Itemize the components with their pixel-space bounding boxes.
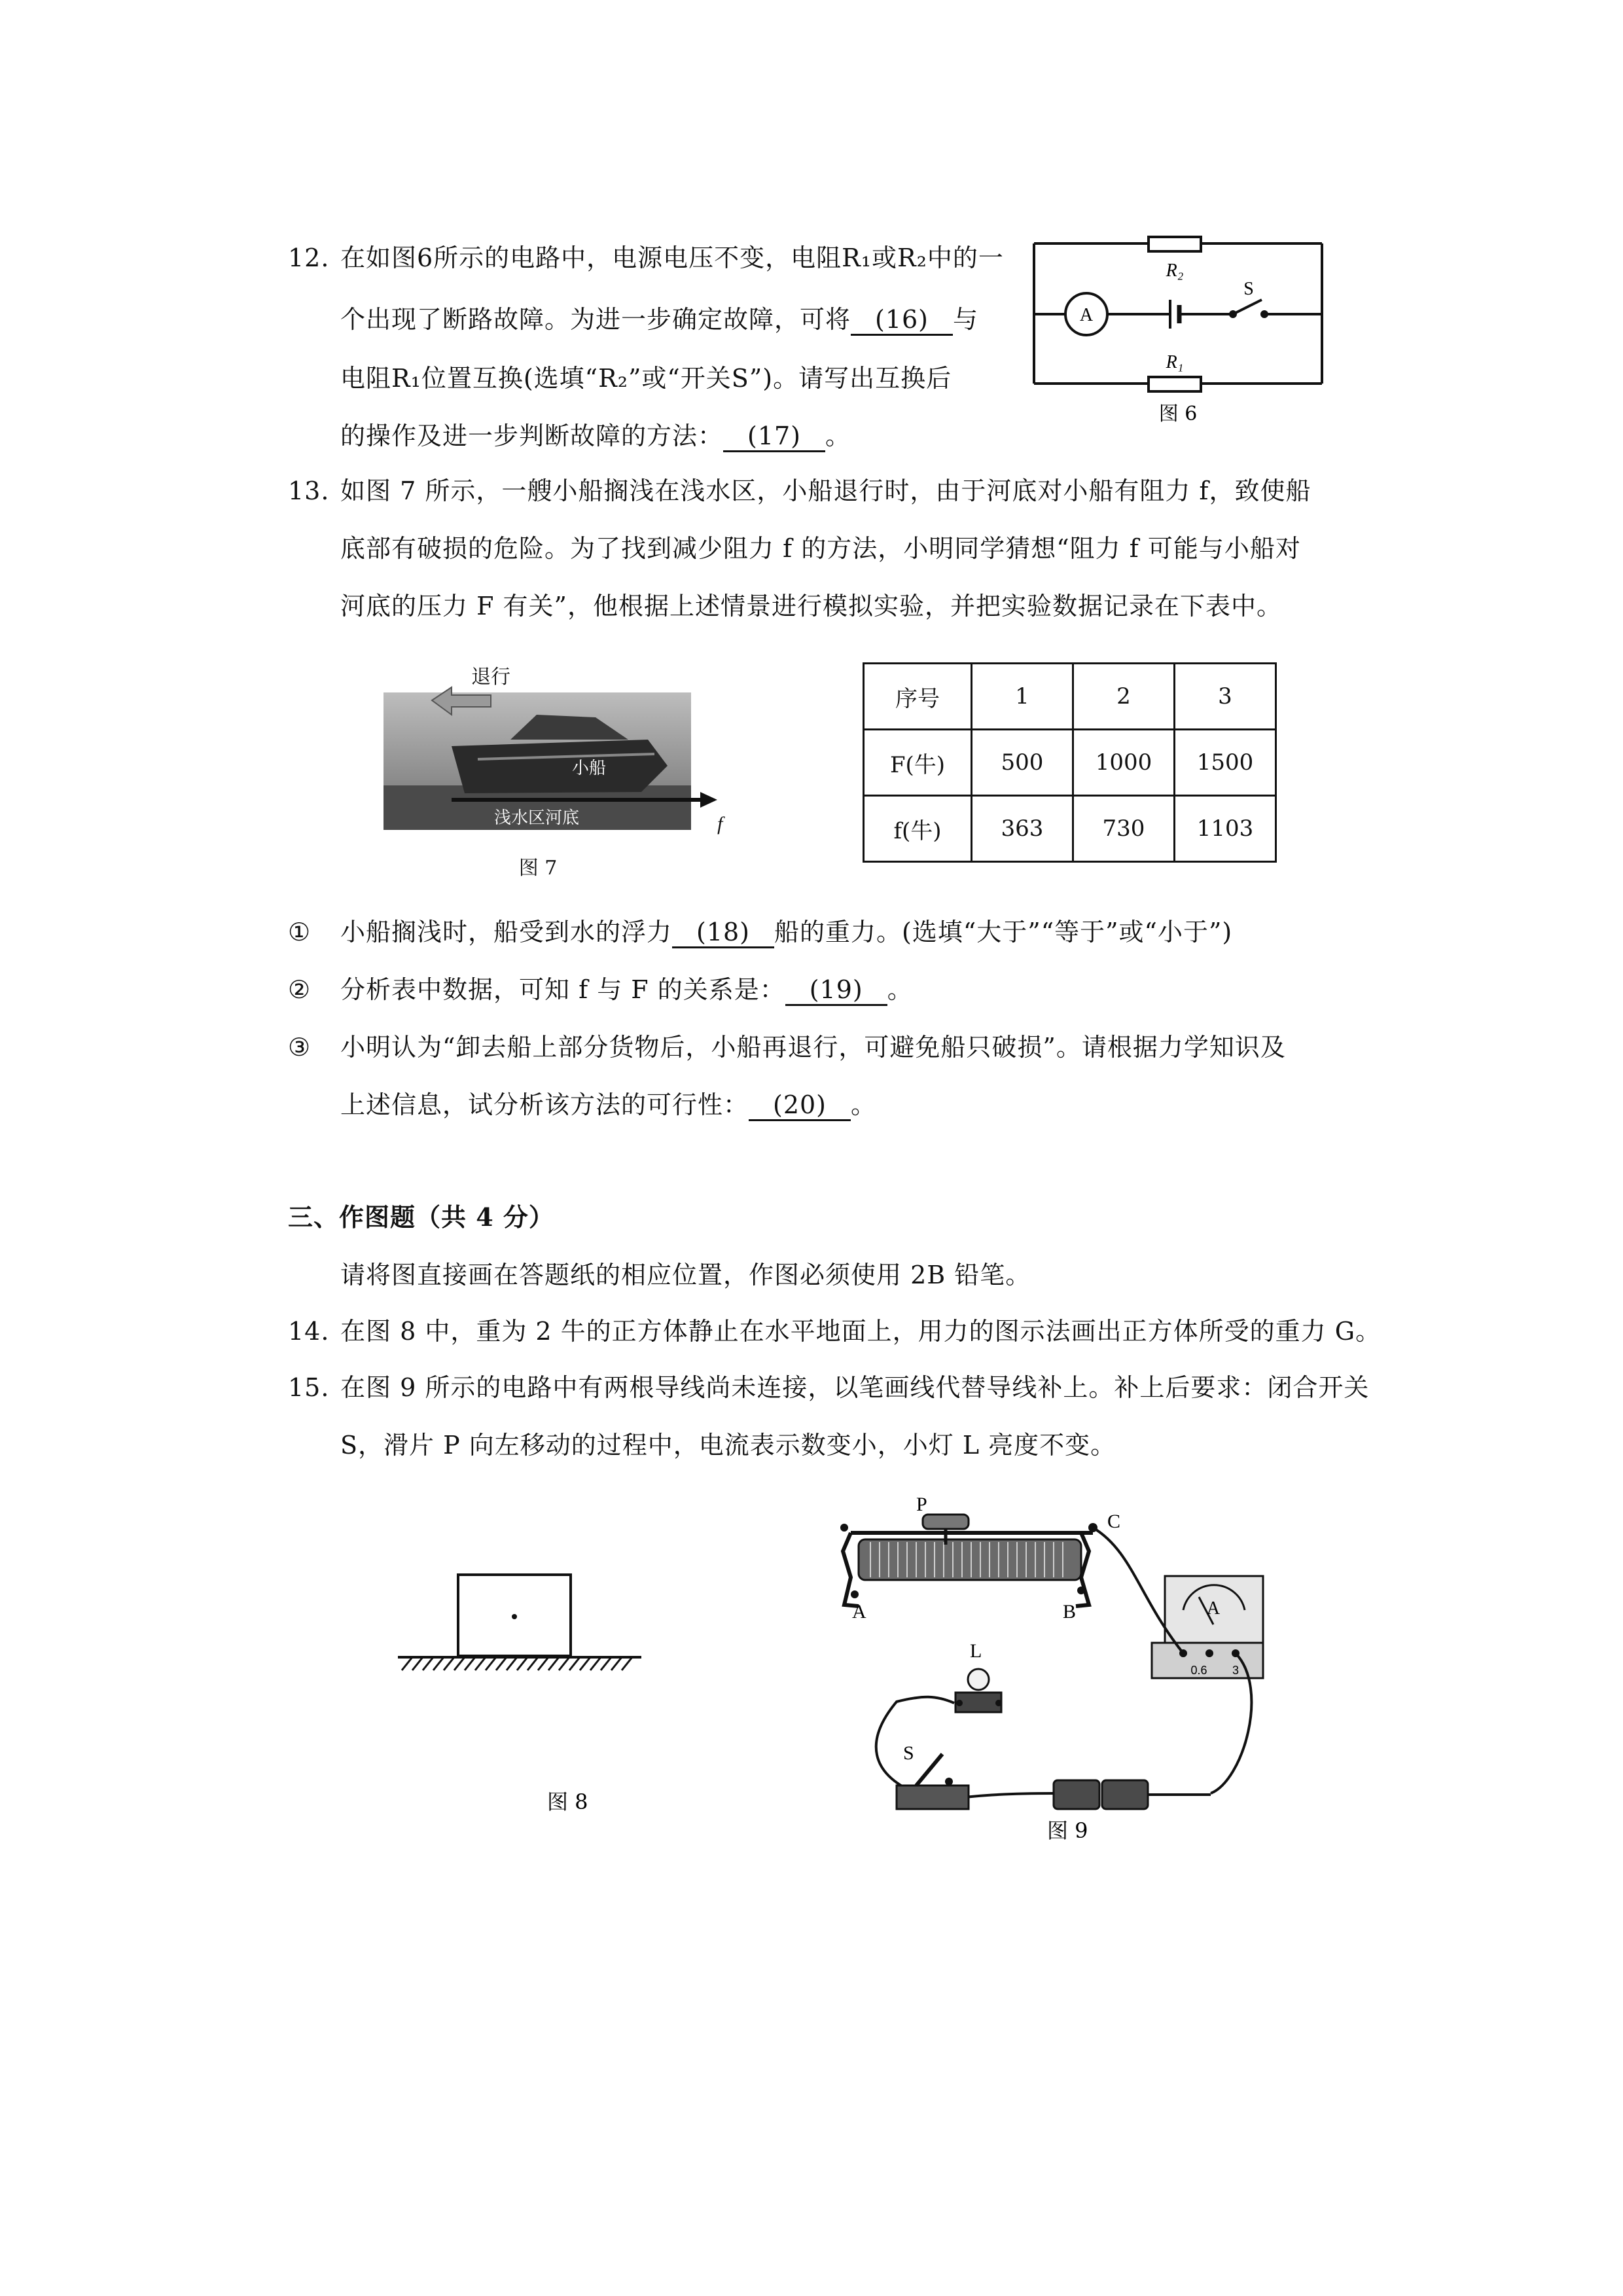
figure-8-caption: 图 8	[547, 1789, 588, 1814]
sub2-text-end: 。	[887, 975, 913, 1004]
table-row	[864, 664, 1276, 730]
figure-7-caption: 图 7	[518, 857, 558, 880]
q13-sub3-line2	[340, 1090, 876, 1121]
q13-line2: 底部有破损的危险。为了找到减少阻力 f 的方法，小明同学猜想“阻力 f 可能与小船对	[340, 534, 1301, 563]
sub2-mark: ②	[288, 975, 312, 1004]
friction-label: f	[717, 813, 723, 834]
slider-p	[923, 1515, 969, 1529]
q14-text: 在图 8 中，重为 2 牛的正方体静止在水平地面上，用力的图示法画出正方体所受的重力 G。	[340, 1317, 1382, 1346]
table-header-cell: 3	[1175, 664, 1276, 730]
table-cell: 363	[972, 796, 1073, 862]
q13-number: 13.	[288, 476, 330, 505]
q12-number: 12.	[288, 243, 330, 272]
q15-line2: S，滑片 P 向左移动的过程中，电流表示数变小，小灯 L 亮度不变。	[340, 1431, 1116, 1460]
sub3-line1: 小明认为“卸去船上部分货物后，小船再退行，可避免船只破损”。请根据力学知识及	[340, 1033, 1286, 1062]
q12-line4-text: 的操作及进一步判断故障的方法：	[340, 422, 724, 450]
table-header-cell: 序号	[864, 664, 972, 730]
label-b: B	[1063, 1601, 1077, 1623]
q13-sub3	[288, 1033, 1286, 1062]
table-cell: 1000	[1073, 730, 1175, 796]
label-a: A	[852, 1601, 866, 1623]
sub3-text: 上述信息，试分析该方法的可行性：	[340, 1090, 749, 1119]
sub3-text-end: 。	[851, 1090, 877, 1119]
r1-label: R₁	[1166, 352, 1184, 372]
figure-8-cube-on-ground	[393, 1564, 654, 1826]
table-cell: F(牛)	[864, 730, 972, 796]
sub2-text: 分析表中数据，可知 f 与 F 的关系是：	[340, 975, 785, 1004]
label-p: P	[916, 1494, 927, 1515]
q13-sub1	[288, 918, 1232, 948]
q12-line2-text: 个出现了断路故障。为进一步确定故障，可将	[340, 305, 851, 334]
ground-hatching	[402, 1657, 632, 1670]
figure-6-circuit	[1021, 229, 1335, 439]
table-row	[864, 730, 1276, 796]
ammeter-label: A	[1079, 305, 1094, 325]
retreat-label: 退行	[471, 666, 510, 689]
label-l: L	[970, 1640, 982, 1662]
q12-line3: 电阻R₁位置互换(选填“R₂”或“开关S”)。请写出互换后	[340, 364, 952, 393]
label-s: S	[903, 1742, 914, 1764]
q12-line2	[340, 305, 978, 336]
ammeter-range-3: 3	[1232, 1664, 1240, 1677]
sub3-mark: ③	[288, 1033, 312, 1062]
label-c: C	[1107, 1511, 1121, 1532]
q15-line1: 在图 9 所示的电路中有两根导线尚未连接，以笔画线代替导线补上。补上后要求：闭合开关	[340, 1373, 1370, 1402]
table-header-cell: 1	[972, 664, 1073, 730]
q13-line1: 如图 7 所示，一艘小船搁浅在浅水区，小船退行时，由于河底对小船有阻力 f，致使船	[340, 476, 1311, 505]
table-cell: 1103	[1175, 796, 1276, 862]
lamp-l	[955, 1669, 1002, 1712]
ammeter	[1152, 1576, 1263, 1678]
answer-blank-19[interactable]: (19)	[785, 975, 887, 1006]
switch-label: S	[1243, 279, 1254, 299]
table-cell: 1500	[1175, 730, 1276, 796]
q15-number: 15.	[288, 1373, 330, 1402]
sub1-text-end: 船的重力。(选填“大于”“等于”或“小于”)	[774, 918, 1233, 946]
ammeter-symbol: A	[1206, 1598, 1221, 1619]
answer-blank-18[interactable]: (18)	[672, 918, 774, 948]
q13-data-table	[863, 662, 1277, 863]
q13-sub2	[288, 975, 913, 1006]
figure-9-caption: 图 9	[1047, 1818, 1088, 1843]
answer-blank-17[interactable]: (17)	[723, 422, 825, 452]
rheostat	[840, 1515, 1097, 1606]
table-cell: 500	[972, 730, 1073, 796]
answer-blank-20[interactable]: (20)	[749, 1090, 851, 1121]
table-cell: 730	[1073, 796, 1175, 862]
section-3-instruction: 请将图直接画在答题纸的相应位置，作图必须使用 2B 铅笔。	[340, 1261, 1031, 1289]
ammeter-range-06: 0.6	[1190, 1664, 1207, 1677]
r2-label: R₂	[1166, 260, 1184, 281]
table-row	[864, 796, 1276, 862]
sub1-text: 小船搁浅时，船受到水的浮力	[340, 918, 673, 946]
sub1-mark: ①	[288, 918, 312, 946]
table-cell: f(牛)	[864, 796, 972, 862]
boat-label: 小船	[571, 759, 607, 778]
figure-9-circuit-apparatus	[825, 1479, 1283, 1846]
table-header-cell: 2	[1073, 664, 1175, 730]
q14-number: 14.	[288, 1317, 330, 1346]
q12-line4-end: 。	[825, 422, 851, 450]
figure-7-boat-photo	[380, 655, 746, 890]
answer-blank-16[interactable]: (16)	[851, 305, 953, 336]
figure-6-caption: 图 6	[1158, 403, 1198, 425]
q13-line3: 河底的压力 F 有关”，他根据上述情景进行模拟实验，并把实验数据记录在下表中。	[340, 592, 1282, 620]
q12-line1: 在如图6所示的电路中，电源电压不变，电阻R₁或R₂中的一	[340, 243, 1004, 272]
q12-line4	[340, 422, 851, 452]
q12-line2-end: 与	[953, 305, 979, 334]
section-3-title: 三、作图题（共 4 分）	[288, 1202, 554, 1232]
battery	[1054, 1780, 1211, 1809]
riverbed-label: 浅水区河底	[493, 808, 580, 828]
